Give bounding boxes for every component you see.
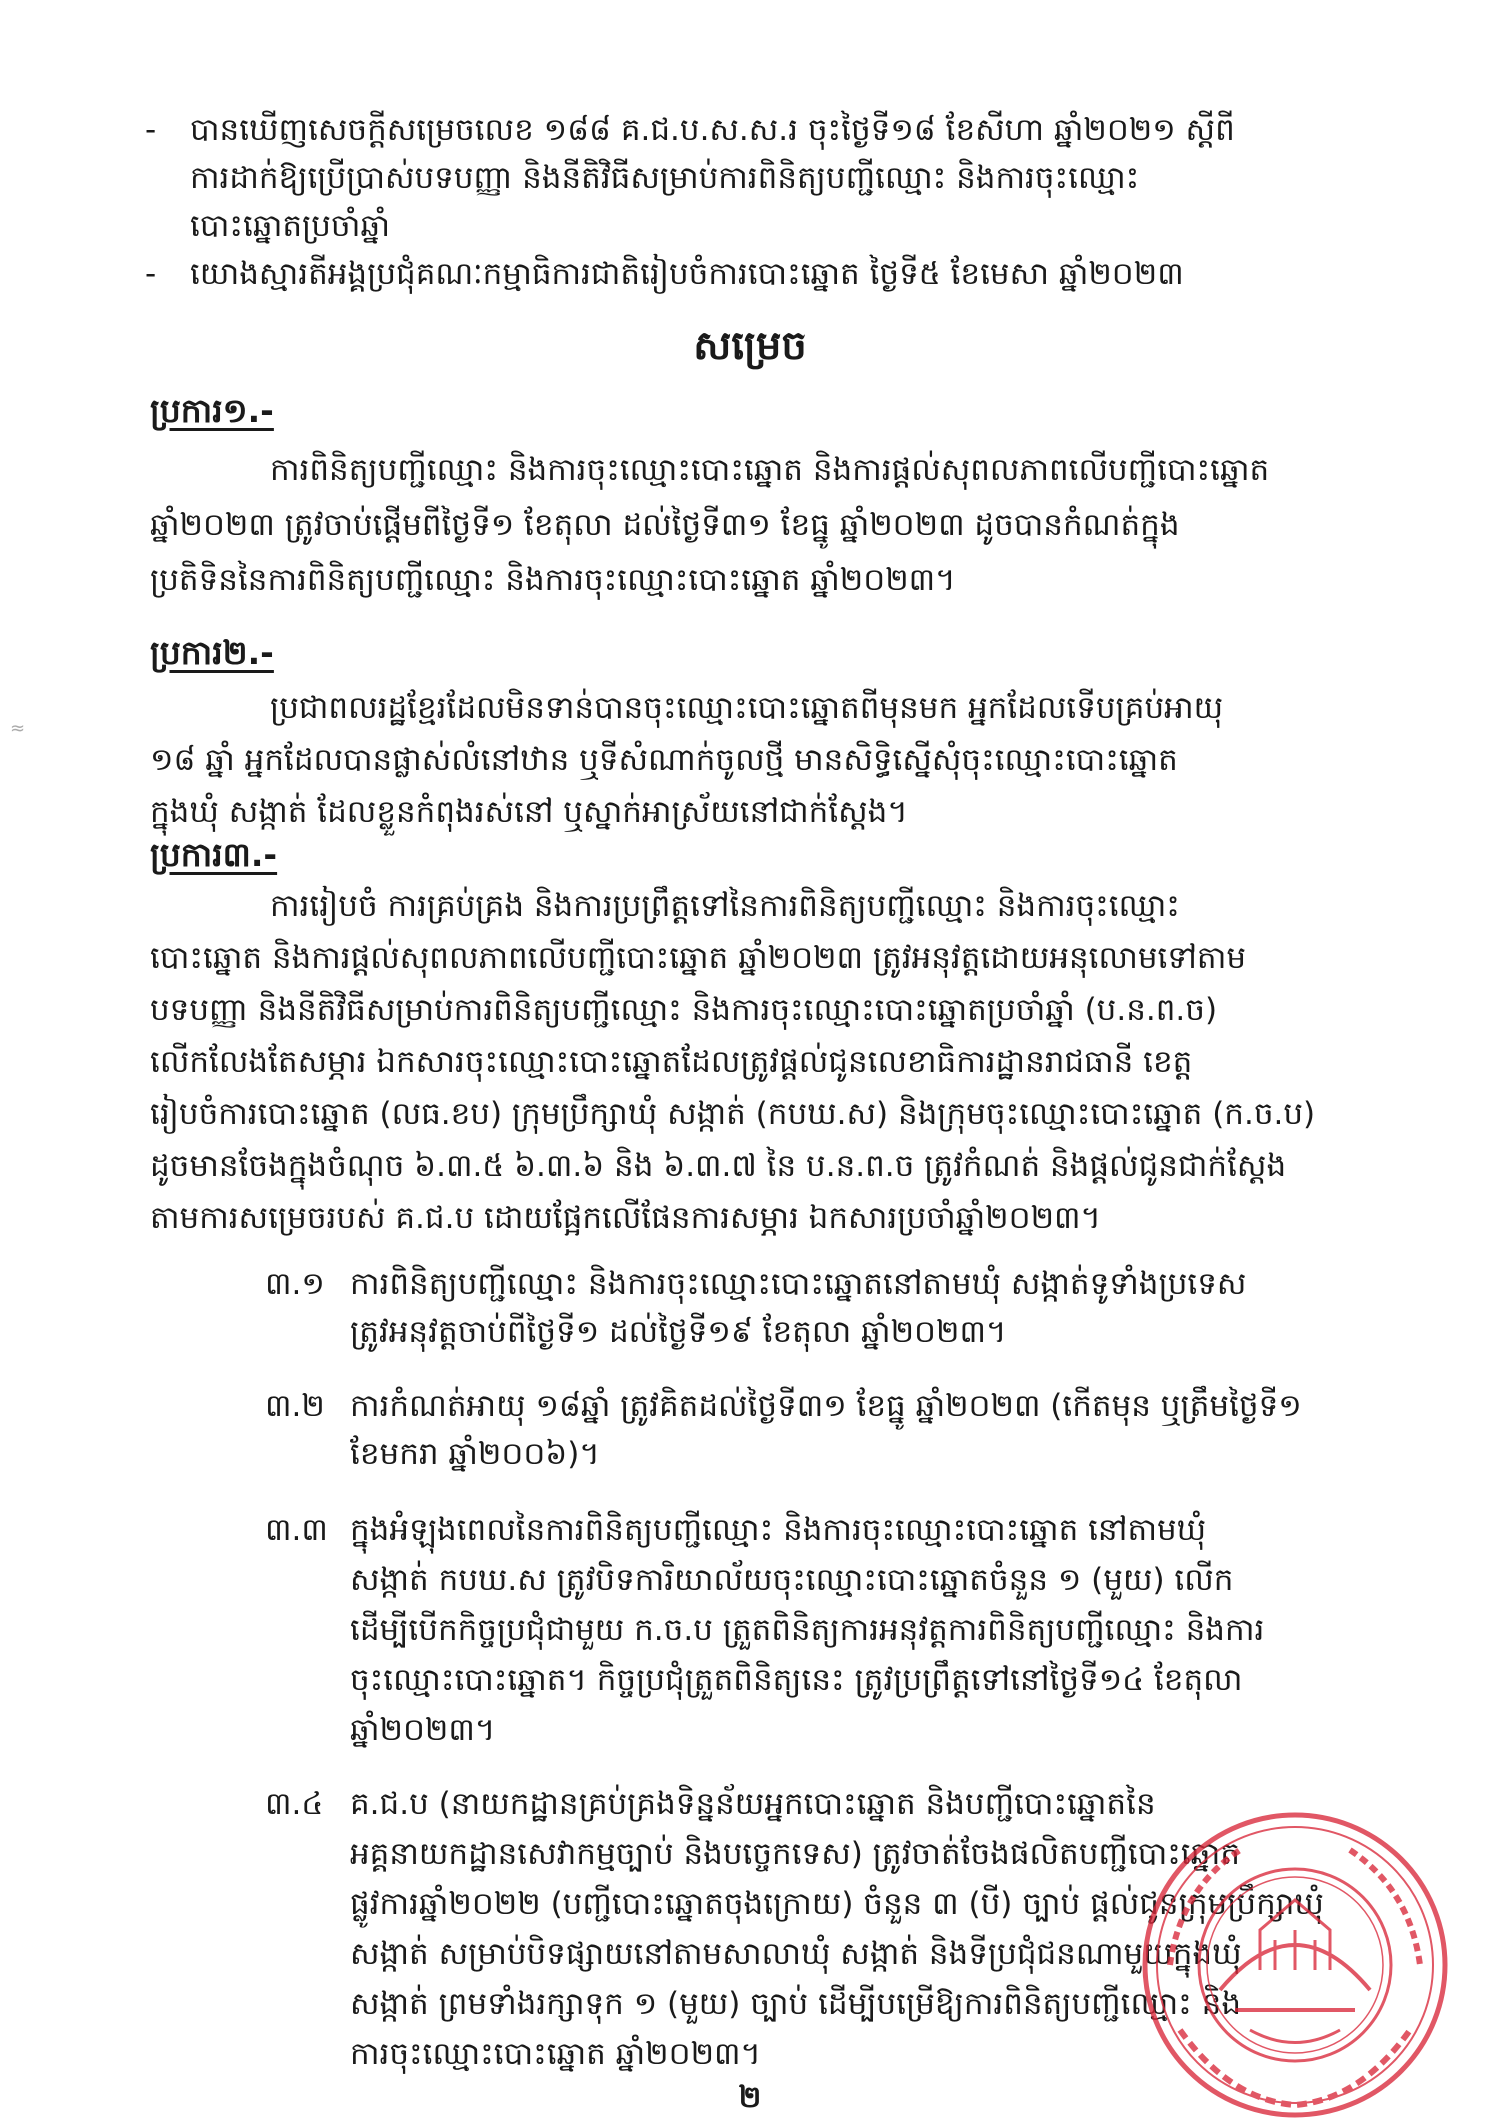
article-3-line-2: បោះឆ្នោត និងការផ្តល់សុពលភាពលើបញ្ជីបោះឆ្នោត ឆ្នាំ២០២៣ ត្រូវអនុវត្តដោយអនុលោមទៅតាម — [150, 940, 1247, 976]
article-1-line-1: ការពិនិត្យបញ្ជីឈ្មោះ និងការចុះឈ្មោះបោះឆ្នោត និងការផ្តល់សុពលភាពលើបញ្ជីបោះឆ្នោត — [270, 452, 1270, 488]
bullet-dash: - — [145, 112, 157, 148]
page-number: ២ — [738, 2080, 762, 2115]
subpoint-3-4-line-3: ផ្លូវការឆ្នាំ២០២២ (បញ្ជីបោះឆ្នោតចុងក្រោយ) ចំនួន ៣ (បី) ច្បាប់ ផ្តល់ជូនក្រុមប្រឹក្សាឃុំ — [350, 1886, 1324, 1922]
subpoint-3-1-line-1: ការពិនិត្យបញ្ជីឈ្មោះ និងការចុះឈ្មោះបោះឆ្នោតនៅតាមឃុំ សង្កាត់ទូទាំងប្រទេស — [350, 1266, 1247, 1302]
subpoint-3-4-line-1: គ.ជ.ប (នាយកដ្ឋានគ្រប់គ្រងទិន្នន័យអ្នកបោះឆ្នោត និងបញ្ជីបោះឆ្នោតនៃ — [350, 1786, 1156, 1822]
subpoint-3-3-number: ៣.៣ — [265, 1512, 328, 1548]
article-3-line-5: រៀបចំការបោះឆ្នោត (លធ.ខប) ក្រុមប្រឹក្សាឃុំ សង្កាត់ (កបឃ.ស) និងក្រុមចុះឈ្មោះបោះឆ្នោត (ក.ច.ប) — [150, 1096, 1316, 1132]
preamble-1-line-3: បោះឆ្នោតប្រចាំឆ្នាំ — [190, 208, 390, 244]
subpoint-3-4-number: ៣.៤ — [265, 1786, 324, 1822]
article-2-line-1: ប្រជាពលរដ្ឋខ្មែរដែលមិនទាន់បានចុះឈ្មោះបោះឆ្នោតពីមុនមក អ្នកដែលទើបគ្រប់អាយុ — [270, 690, 1224, 726]
bullet-dash: - — [145, 256, 157, 292]
article-3-line-6: ដូចមានចែងក្នុងចំណុច ៦.៣.៥ ៦.៣.៦ និង ៦.៣.៧ នៃ ប.ន.ព.ច ត្រូវកំណត់ និងផ្តល់ជូនជាក់ស្តែង — [150, 1148, 1287, 1184]
subpoint-3-2-line-1: ការកំណត់អាយុ ១៨ឆ្នាំ ត្រូវគិតដល់ថ្ងៃទី៣១ ខែធ្នូ ឆ្នាំ២០២៣ (កើតមុន ឬត្រឹមថ្ងៃទី១ — [350, 1388, 1302, 1424]
subpoint-3-3-line-3: ដើម្បីបើកកិច្ចប្រជុំជាមួយ ក.ច.ប ត្រួតពិនិត្យការអនុវត្តការពិនិត្យបញ្ជីឈ្មោះ និងការ — [350, 1612, 1265, 1648]
article-3-line-4: លើកលែងតែសម្ភារ ឯកសារចុះឈ្មោះបោះឆ្នោតដែលត្រូវផ្តល់ជូនលេខាធិការដ្ឋានរាជធានី ខេត្ត — [150, 1044, 1193, 1080]
article-2-line-3: ក្នុងឃុំ សង្កាត់ ដែលខ្លួនកំពុងរស់នៅ ឬស្នាក់អាស្រ័យនៅជាក់ស្តែង។ — [150, 794, 908, 830]
article-3-line-3: បទបញ្ញា និងនីតិវិធីសម្រាប់ការពិនិត្យបញ្ជីឈ្មោះ និងការចុះឈ្មោះបោះឆ្នោតប្រចាំឆ្នាំ (ប.ន.ព.ច) — [150, 992, 1218, 1028]
subpoint-3-3-line-5: ឆ្នាំ២០២៣។ — [350, 1712, 496, 1748]
subpoint-3-4-line-6: ការចុះឈ្មោះបោះឆ្នោត ឆ្នាំ២០២៣។ — [350, 2036, 761, 2072]
article-3-line-1: ការរៀបចំ ការគ្រប់គ្រង និងការប្រព្រឹត្តទៅនៃការពិនិត្យបញ្ជីឈ្មោះ និងការចុះឈ្មោះ — [270, 888, 1180, 924]
preamble-1-line-2: ការដាក់ឱ្យប្រើប្រាស់បទបញ្ញា និងនីតិវិធីសម្រាប់ការពិនិត្យបញ្ជីឈ្មោះ និងការចុះឈ្មោះ — [190, 160, 1140, 196]
decision-title: សម្រេច — [693, 323, 807, 369]
scan-mark: ≈ — [10, 718, 26, 739]
subpoint-3-4-line-5: សង្កាត់ ព្រមទាំងរក្សាទុក ១ (មួយ) ច្បាប់ ដើម្បីបម្រើឱ្យការពិនិត្យបញ្ជីឈ្មោះ និង — [350, 1986, 1242, 2022]
article-1-line-3: ប្រតិទិននៃការពិនិត្យបញ្ជីឈ្មោះ និងការចុះឈ្មោះបោះឆ្នោត ឆ្នាំ២០២៣។ — [150, 562, 956, 598]
article-2-line-2: ១៨ ឆ្នាំ អ្នកដែលបានផ្លាស់លំនៅឋាន ឬទីសំណាក់ចូលថ្មី មានសិទ្ធិស្នើសុំចុះឈ្មោះបោះឆ្នោត — [150, 742, 1178, 778]
subpoint-3-3-line-2: សង្កាត់ កបឃ.ស ត្រូវបិទការិយាល័យចុះឈ្មោះបោះឆ្នោតចំនួន ១ (មួយ) លើក — [350, 1562, 1234, 1598]
subpoint-3-3-line-1: ក្នុងអំឡុងពេលនៃការពិនិត្យបញ្ជីឈ្មោះ និងការចុះឈ្មោះបោះឆ្នោត នៅតាមឃុំ — [350, 1512, 1207, 1548]
subpoint-3-3-line-4: ចុះឈ្មោះបោះឆ្នោត។ កិច្ចប្រជុំត្រួតពិនិត្យនេះ ត្រូវប្រព្រឹត្តទៅនៅថ្ងៃទី១៤ ខែតុលា — [350, 1662, 1243, 1698]
preamble-2-line-1: យោងស្មារតីអង្គប្រជុំគណៈកម្មាធិការជាតិរៀបចំការបោះឆ្នោត ថ្ងៃទី៥ ខែមេសា ឆ្នាំ២០២៣ — [190, 256, 1184, 292]
article-1-line-2: ឆ្នាំ២០២៣ ត្រូវចាប់ផ្តើមពីថ្ងៃទី១ ខែតុលា ដល់ថ្ងៃទី៣១ ខែធ្នូ ឆ្នាំ២០២៣ ដូចបានកំណត់ក្នុង — [150, 507, 1180, 543]
subpoint-3-4-line-2: អគ្គនាយកដ្ឋានសេវាកម្មច្បាប់ និងបច្ចេកទេស) ត្រូវចាត់ចែងផលិតបញ្ជីបោះឆ្នោត — [350, 1836, 1240, 1872]
subpoint-3-2-number: ៣.២ — [265, 1388, 325, 1424]
article-2-heading: ប្រការ២.- — [150, 633, 274, 672]
article-3-line-7: តាមការសម្រេចរបស់ គ.ជ.ប ដោយផ្អែកលើផែនការសម្ភារ ឯកសារប្រចាំឆ្នាំ២០២៣។ — [150, 1200, 1101, 1236]
subpoint-3-1-line-2: ត្រូវអនុវត្តចាប់ពីថ្ងៃទី១ ដល់ថ្ងៃទី១៩ ខែតុលា ឆ្នាំ២០២៣។ — [350, 1314, 1007, 1350]
article-1-heading: ប្រការ១.- — [150, 391, 274, 430]
preamble-1-line-1: បានឃើញសេចក្តីសម្រេចលេខ ១៨៨ គ.ជ.ប.ស.ស.រ ចុះថ្ងៃទី១៨ ខែសីហា ឆ្នាំ២០២១ ស្តីពី — [190, 112, 1235, 148]
subpoint-3-4-line-4: សង្កាត់ សម្រាប់បិទផ្សាយនៅតាមសាលាឃុំ សង្កាត់ និងទីប្រជុំជនណាមួយក្នុងឃុំ — [350, 1936, 1242, 1972]
official-seal-icon — [1110, 1780, 1470, 2120]
subpoint-3-2-line-2: ខែមករា ឆ្នាំ២០០៦)។ — [350, 1436, 600, 1472]
article-3-heading: ប្រការ៣.- — [150, 835, 278, 874]
subpoint-3-1-number: ៣.១ — [265, 1266, 325, 1302]
